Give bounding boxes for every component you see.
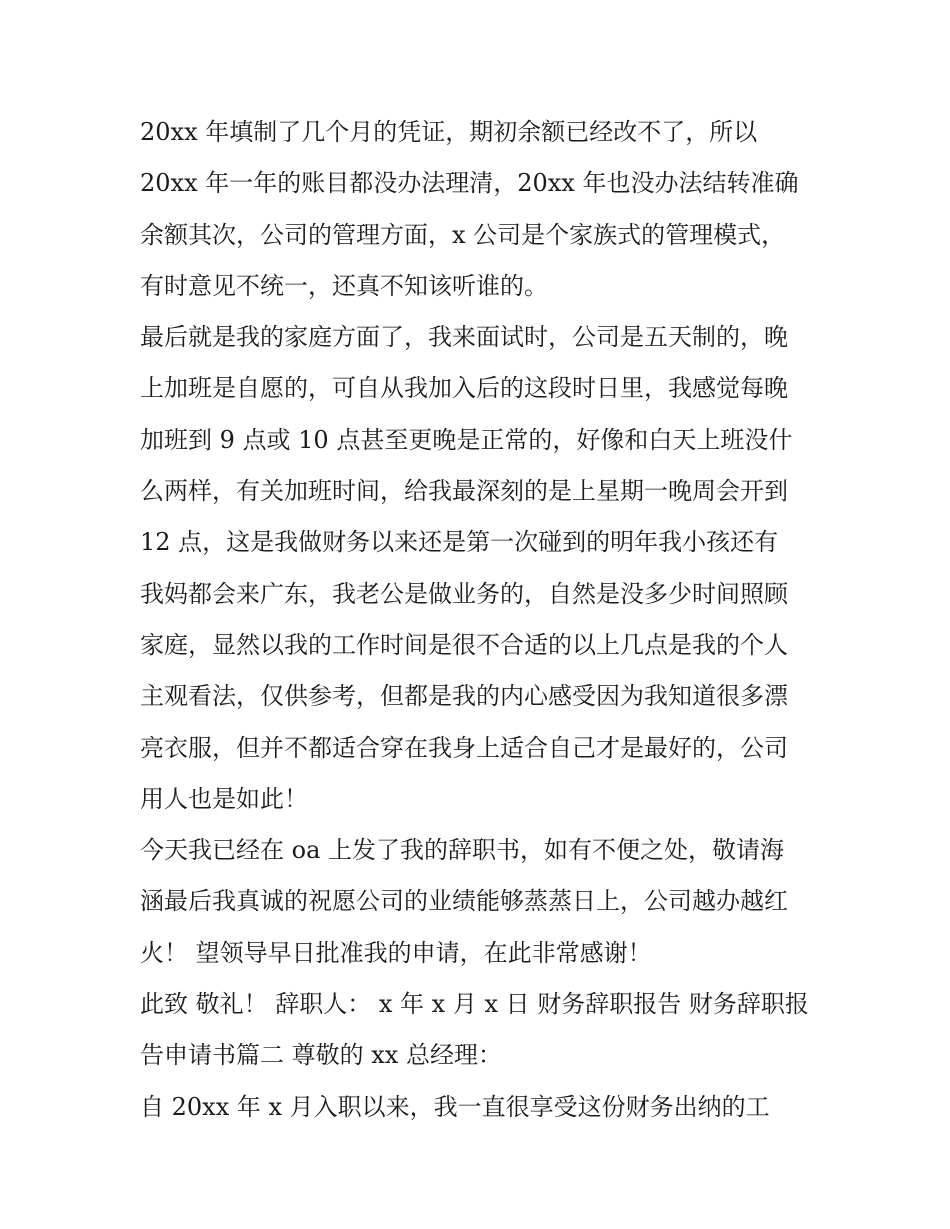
text-line: 主观看法，仅供参考，但都是我的内心感受因为我知道很多漂 bbox=[140, 682, 788, 711]
text-line: 么两样，有关加班时间，给我最深刻的是上星期一晚周会开到 bbox=[140, 477, 788, 506]
text-line: 今天我已经在 oa 上发了我的辞职书，如有不便之处，敬请海 bbox=[140, 836, 785, 865]
text-line: 我妈都会来广东，我老公是做业务的，自然是没多少时间照顾 bbox=[140, 579, 788, 608]
body-text bbox=[140, 107, 830, 1133]
text-line: 亮衣服，但并不都适合穿在我身上适合自己才是最好的，公司 bbox=[140, 733, 788, 762]
text-line: 最后就是我的家庭方面了，我来面试时，公司是五天制的，晚 bbox=[140, 323, 788, 352]
text-line: 自 20xx 年 x 月入职以来，我一直很享受这份财务出纳的工 bbox=[140, 1092, 770, 1121]
text-line: 12 点，这是我做财务以来还是第一次碰到的明年我小孩还有 bbox=[140, 528, 779, 557]
text-line: 上加班是自愿的，可自从我加入后的这段时日里，我感觉每晚 bbox=[140, 374, 788, 403]
text-line: 20xx 年填制了几个月的凭证，期初余额已经改不了，所以 bbox=[140, 118, 758, 146]
text-line: 火！ 望领导早日批准我的申请，在此非常感谢！ bbox=[140, 938, 652, 967]
text-line: 余额其次，公司的管理方面，x 公司是个家族式的管理模式， bbox=[140, 220, 786, 249]
text-line: 涵最后我真诚的祝愿公司的业绩能够蒸蒸日上，公司越办越红 bbox=[140, 887, 788, 916]
text-line: 20xx 年一年的账目都没办法理清，20xx 年也没办法结转准确 bbox=[140, 169, 799, 198]
text-line: 有时意见不统一，还真不知该听谁的。 bbox=[140, 271, 548, 300]
text-line: 用人也是如此！ bbox=[140, 784, 308, 813]
text-line: 告申请书篇二 尊敬的 xx 总经理： bbox=[140, 1041, 502, 1070]
text-line: 加班到 9 点或 10 点甚至更晚是正常的，好像和白天上班没什 bbox=[140, 425, 793, 454]
text-line: 此致 敬礼！ 辞职人： x 年 x 月 x 日 财务辞职报告 财务辞职报 bbox=[140, 990, 809, 1019]
text-line: 家庭，显然以我的工作时间是很不合适的以上几点是我的个人 bbox=[140, 630, 788, 659]
